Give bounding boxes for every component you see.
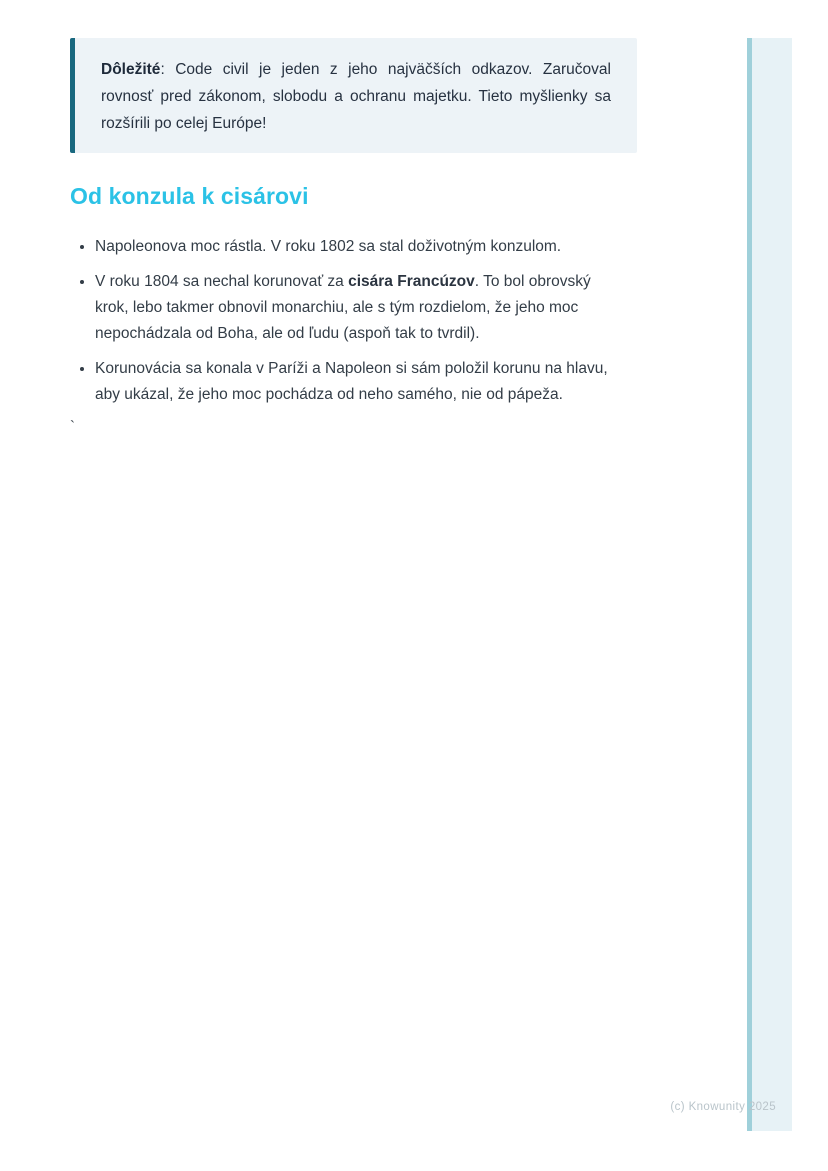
page-content [70, 38, 640, 435]
section-heading: Od konzula k cisárovi [70, 183, 309, 209]
bullet-list [70, 234, 640, 408]
bullet-text: . To bol obrovský krok, lebo takmer obnovil monarchiu, ale s tým rozdielom, že jeho moc nepochádzala od Boha, ale od ľudu (aspoň tak to tvrdil). [95, 273, 591, 342]
bullet-item [95, 234, 625, 260]
callout-separator: : [160, 61, 176, 78]
bullet-text: Napoleonova moc rástla. V roku 1802 sa stal doživotným konzulom. [95, 238, 562, 255]
bullet-item [95, 269, 625, 347]
bullet-text: Korunovácia sa konala v Paríži a Napoleon si sám položil korunu na hlavu, aby ukázal, že jeho moc pochádza od neho samého, nie od pápeža. [95, 360, 608, 403]
bullet-text: V roku 1804 sa nechal korunovať za [95, 273, 349, 290]
important-callout [70, 38, 637, 153]
stray-backtick: ` [70, 418, 75, 435]
copyright-notice: (c) Knowunity 2025 [670, 1101, 776, 1113]
callout-body: Code civil je jeden z jeho najväčších odkazov. Zaručoval rovnosť pred zákonom, slobodu a ochranu majetku. Tieto myšlienky sa rozšírili po celej Európe! [101, 61, 611, 132]
right-margin-bar [747, 38, 792, 1131]
callout-text [101, 56, 611, 137]
bullet-item [95, 356, 625, 408]
callout-label: Dôležité [101, 61, 161, 78]
bullet-text-bold: cisára Francúzov [348, 273, 475, 290]
